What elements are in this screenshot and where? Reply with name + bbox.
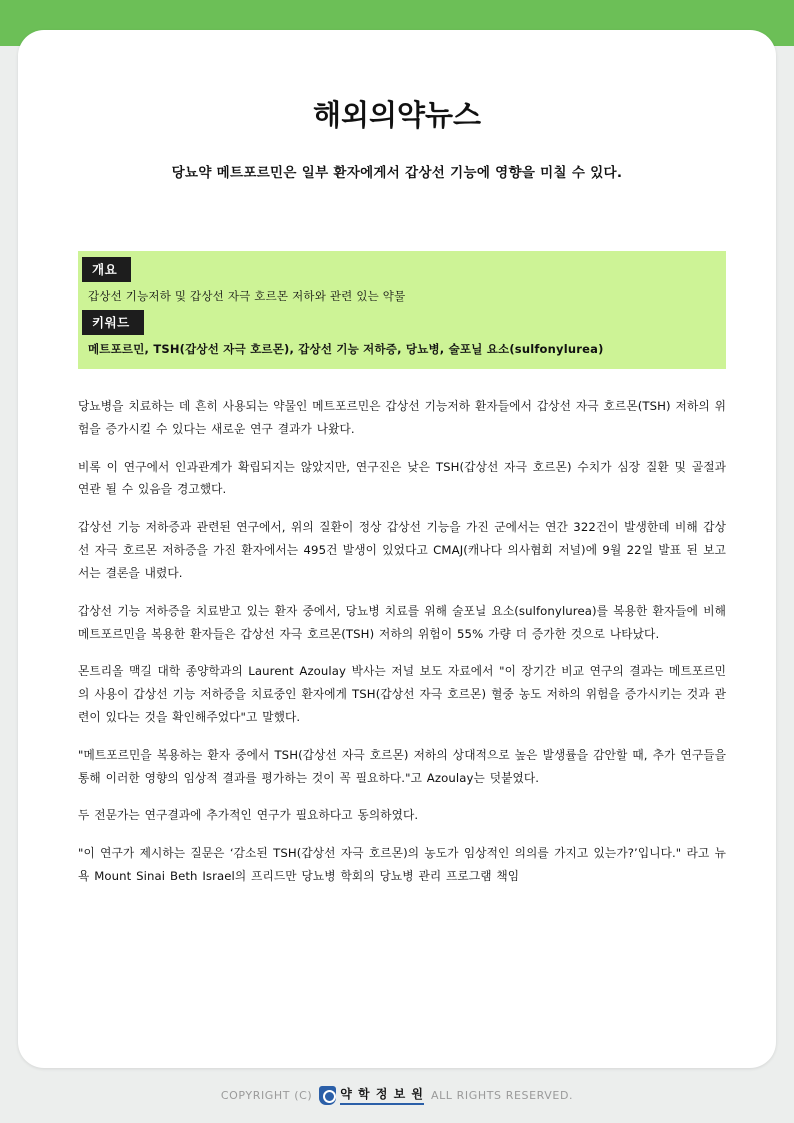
- keyword-text: 메트포르민, TSH(갑상선 자극 호르몬), 갑상선 기능 저하증, 당뇨병, 술포닐 요소(sulfonylurea): [88, 342, 604, 356]
- footer-copyright-left: COPYRIGHT (C): [220, 1088, 313, 1102]
- article-body: [78, 395, 726, 888]
- footer: [0, 1085, 794, 1105]
- paragraph: "이 연구가 제시하는 질문은 ‘감소된 TSH(갑상선 자극 호르몬)의 농도가 임상적인 의의를 가지고 있는가?’입니다." 라고 뉴욕 Mount Sinai Beth Israel의 프리드만 당뇨병 학회의 당뇨병 관리 프로그램 책임: [78, 846, 726, 883]
- paragraph: 갑상선 기능 저하증을 치료받고 있는 환자 중에서, 당뇨병 치료를 위해 술포닐 요소(sulfonylurea)를 복용한 환자들에 비해 메트포르민을 복용한 환자들은 갑상선 자극 호르몬(TSH) 저하의 위험이 55% 가량 더 증가한 것으로 나타났다.: [78, 603, 726, 641]
- paragraph: 당뇨병을 치료하는 데 흔히 사용되는 약물인 메트포르민은 갑상선 기능저하 환자들에서 갑상선 자극 호르몬(TSH) 저하의 위험을 증가시킬 수 있다는 새로운 연구 결과가 나왔다.: [78, 399, 726, 436]
- paragraph: 몬트리올 맥길 대학 종양학과의 Laurent Azoulay 박사는 저널 보도 자료에서 "이 장기간 비교 연구의 결과는 메트포르민의 사용이 갑상선 기능 저하증을 치료중인 환자에게 TSH(갑상선 자극 호르몬) 혈중 농도 저하의 위험을 증가시키는 것과 관련이 있다는 것을 확인해주었다"고 말했다.: [78, 664, 726, 724]
- summary-text: 갑상선 기능저하 및 갑상선 자극 호르몬 저하와 관련 있는 약물: [88, 289, 406, 303]
- keyword-tag: 키워드: [82, 310, 144, 335]
- footer-copyright-right: ALL RIGHTS RESERVED.: [430, 1088, 574, 1102]
- shield-icon: [319, 1086, 336, 1105]
- document-card: [18, 30, 776, 1068]
- summary-keyword-block: [78, 251, 726, 369]
- paragraph: "메트포르민을 복용하는 환자 중에서 TSH(갑상선 자극 호르몬) 저하의 상대적으로 높은 발생률을 감안할 때, 추가 연구들을 통해 이러한 영향의 임상적 결과를 평가하는 것이 꼭 필요하다."고 Azoulay는 덧붙였다.: [78, 747, 726, 785]
- page-title: 해외의약뉴스: [312, 98, 482, 132]
- logo-text: 약 학 정 보 원: [340, 1085, 424, 1105]
- organization-logo: [319, 1085, 424, 1105]
- paragraph: 비록 이 연구에서 인과관계가 확립되지는 않았지만, 연구진은 낮은 TSH(갑상선 자극 호르몬) 수치가 심장 질환 및 골절과 연관 될 수 있음을 경고했다.: [78, 459, 726, 497]
- summary-tag: 개요: [82, 257, 131, 282]
- page-subtitle: 당뇨약 메트포르민은 일부 환자에게서 갑상선 기능에 영향을 미칠 수 있다.: [171, 165, 623, 181]
- document-content: [18, 30, 776, 888]
- paragraph: 갑상선 기능 저하증과 관련된 연구에서, 위의 질환이 정상 갑상선 기능을 가진 군에서는 연간 322건이 발생한데 비해 갑상선 자극 호르몬 저하증을 가진 환자에서는 495건 발생이 있었다고 CMAJ(캐나다 의사협회 저널)에 9월 22일 발표 된 보고서는 결론을 내렸다.: [78, 520, 726, 580]
- paragraph: 두 전문가는 연구결과에 추가적인 연구가 필요하다고 동의하였다.: [78, 808, 419, 823]
